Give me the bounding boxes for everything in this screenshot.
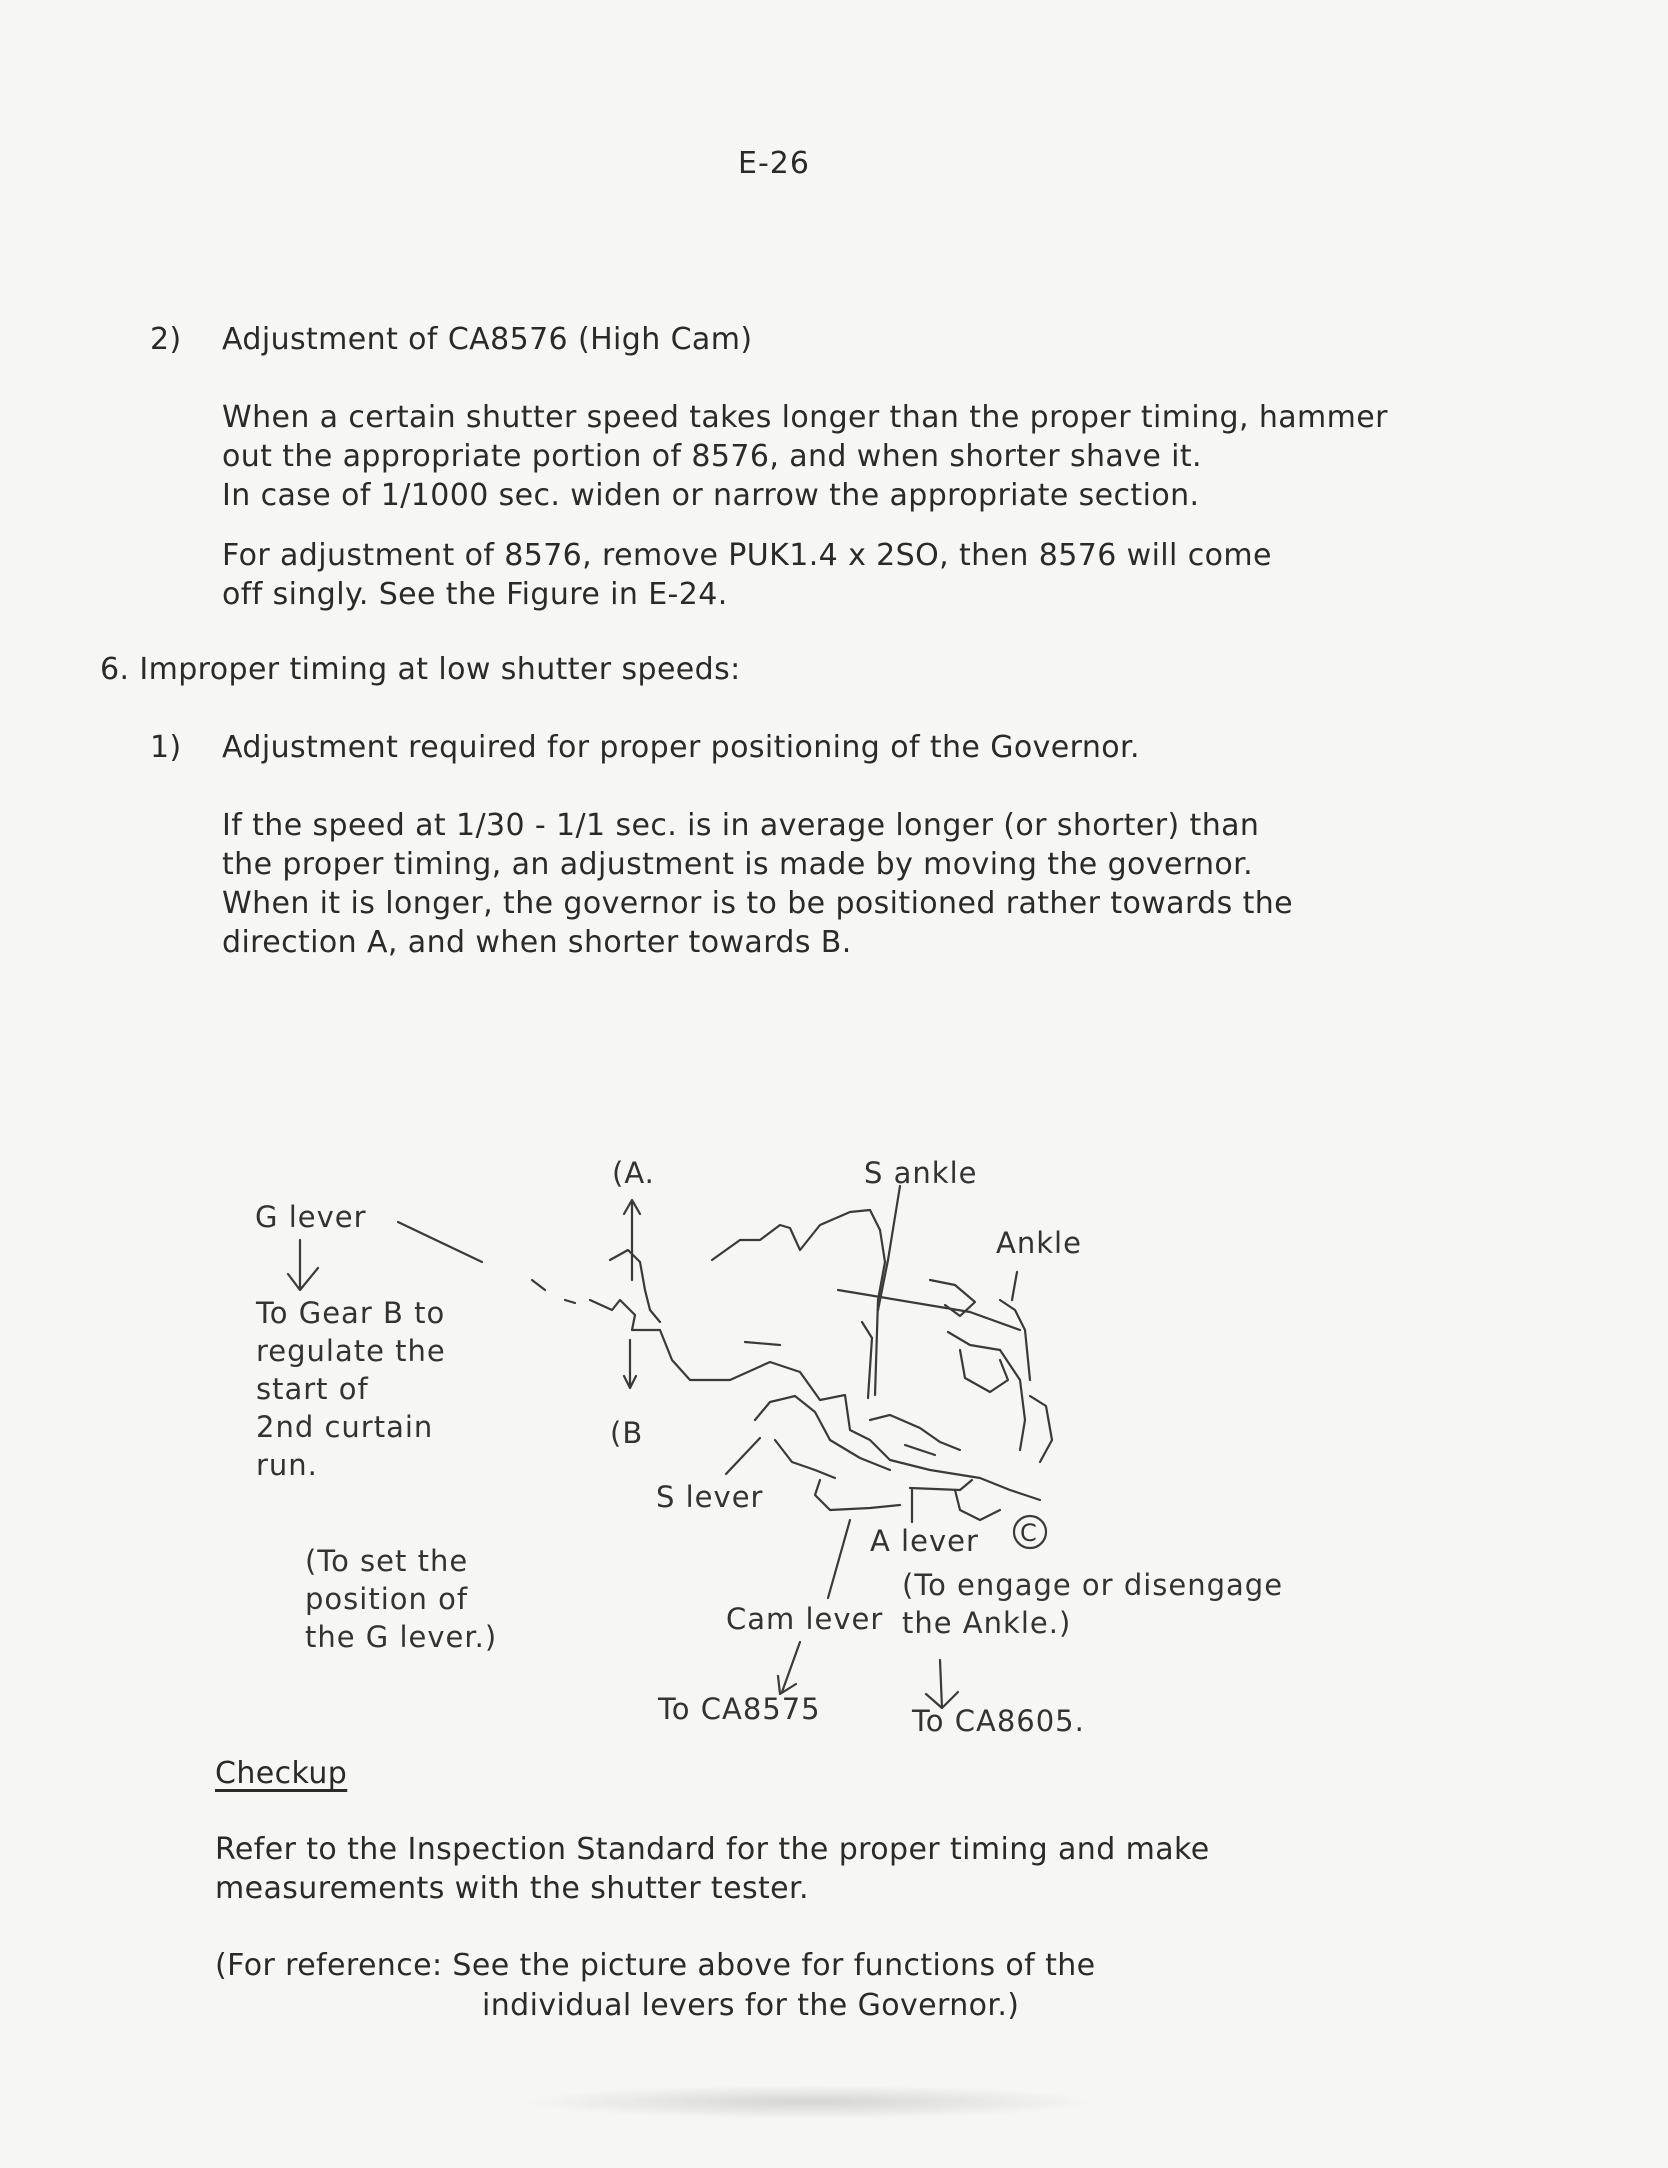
label-to-ca8575: To CA8575 bbox=[658, 1692, 821, 1726]
section-6-heading: 6. Improper timing at low shutter speeds: bbox=[100, 652, 741, 687]
ankle-leader-line bbox=[1012, 1272, 1017, 1300]
g-lever-stub bbox=[532, 1280, 575, 1303]
page-number: E-26 bbox=[738, 146, 810, 181]
checkup-paragraph: Refer to the Inspection Standard for the proper timing and make measurements with the shutter tester. bbox=[215, 1832, 1210, 1906]
section-6-paragraph: If the speed at 1/30 - 1/1 sec. is in average longer (or shorter) than the proper timing, an adjustment is made by moving the governor. When it is longer, the governor is to be positioned rather towards the direction A, and when shorter towards B. bbox=[222, 808, 1294, 960]
g-lever-leader-line bbox=[398, 1222, 482, 1262]
s-ankle-leader-line bbox=[878, 1186, 900, 1310]
label-g-lever: G lever bbox=[255, 1200, 367, 1234]
checkup-heading: Checkup bbox=[215, 1756, 348, 1791]
reference-note-line-2: individual levers for the Governor.) bbox=[482, 1988, 1020, 2023]
g-lever-down-arrow bbox=[288, 1240, 318, 1290]
section-6-sub-heading: Adjustment required for proper positioning of the Governor. bbox=[222, 730, 1140, 765]
cam-lever-leader-line bbox=[828, 1520, 850, 1598]
label-g-lever-note: (To set the position of the G lever.) bbox=[305, 1544, 498, 1654]
label-g-lever-description: To Gear B to regulate the start of 2nd curtain run. bbox=[256, 1296, 446, 1482]
direction-b-arrow bbox=[624, 1340, 636, 1388]
section-2-paragraph-2: For adjustment of 8576, remove PUK1.4 x 2SO, then 8576 will come off singly. See the Figure in E-24. bbox=[222, 538, 1272, 612]
label-cam-lever: Cam lever bbox=[726, 1602, 884, 1636]
s-lever-leader-line bbox=[726, 1438, 760, 1474]
ca8605-arrow bbox=[926, 1660, 958, 1708]
scan-smudge bbox=[520, 2085, 1100, 2119]
reference-note-line-1: (For reference: See the picture above for functions of the bbox=[215, 1948, 1096, 1983]
label-s-lever: S lever bbox=[656, 1480, 764, 1514]
section-2-heading: Adjustment of CA8576 (High Cam) bbox=[222, 322, 753, 357]
label-a-lever-description: (To engage or disengage the Ankle.) bbox=[902, 1568, 1284, 1640]
section-6-sub-number: 1) bbox=[150, 730, 182, 765]
direction-a-arrow bbox=[624, 1200, 640, 1280]
label-ankle: Ankle bbox=[996, 1226, 1082, 1260]
label-direction-a: (A. bbox=[612, 1156, 655, 1190]
label-to-ca8605: To CA8605. bbox=[912, 1704, 1085, 1738]
ca8575-arrow bbox=[778, 1642, 800, 1694]
label-s-ankle: S ankle bbox=[864, 1156, 978, 1190]
section-2-paragraph-1: When a certain shutter speed takes longer than the proper timing, hammer out the appropriate portion of 8576, and when shorter shave it. In case of 1/1000 sec. widen or narrow the appropriate section. bbox=[222, 400, 1388, 513]
label-a-lever: A lever bbox=[870, 1524, 979, 1558]
label-c: C bbox=[1020, 1519, 1038, 1547]
section-2-number: 2) bbox=[150, 322, 182, 357]
label-direction-b: (B bbox=[610, 1416, 644, 1450]
